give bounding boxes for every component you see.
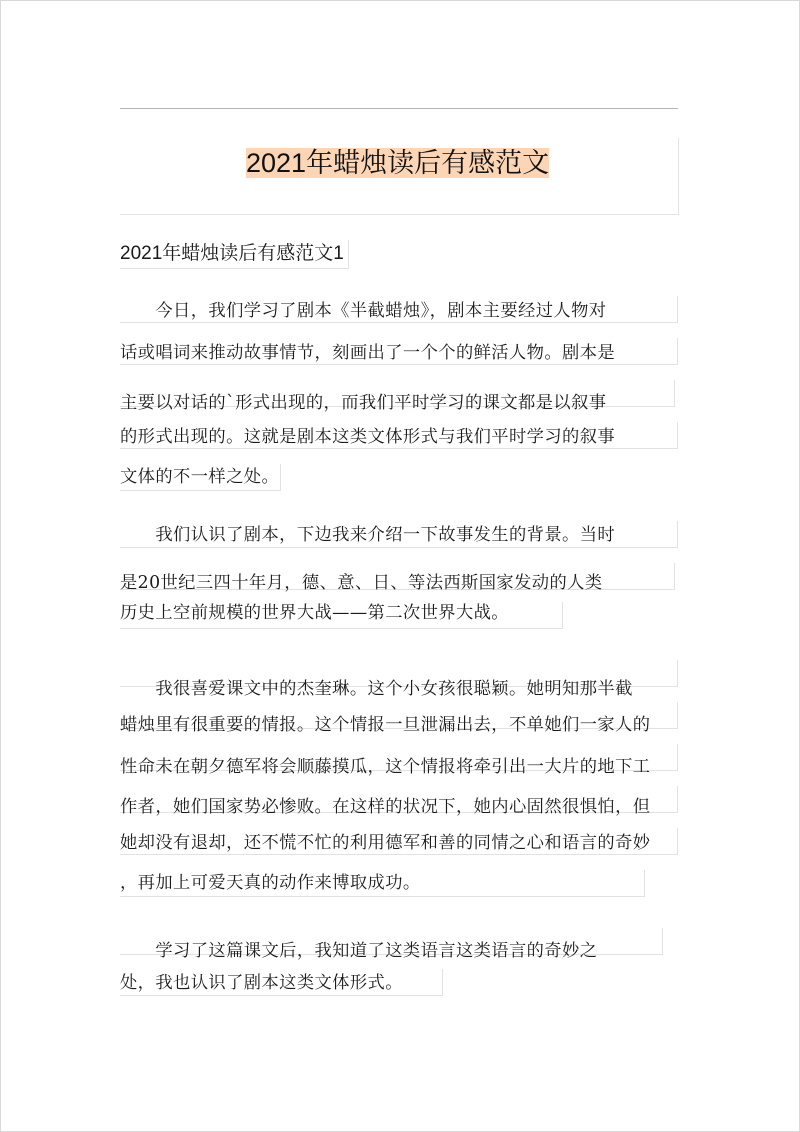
body-line: 今日，我们学习了剧本《半截蜡烛》，剧本主要经过人物对 xyxy=(120,301,607,321)
document-title xyxy=(244,144,551,182)
body-line: 她却没有退却，还不慌不忙的利用德军和善的同情之心和语言的奇妙 xyxy=(120,833,651,853)
body-line: 是20世纪三四十年月，德、意、日、等法西斯国家发动的人类 xyxy=(120,573,603,593)
body-line: 我们认识了剧本，下边我来介绍一下故事发生的背景。当时 xyxy=(120,525,616,545)
body-line: 的形式出现的。这就是剧本这类文体形式与我们平时学习的叙事 xyxy=(120,427,616,447)
body-line: 文体的不一样之处。 xyxy=(120,467,280,487)
title-text: 2021年蜡烛读后有感范文 xyxy=(246,148,550,178)
body-line: 学习了这篇课文后，我知道了这类语言这类语言的奇妙之 xyxy=(120,941,598,961)
body-line: 处，我也认识了剧本这类文体形式。 xyxy=(120,973,403,993)
body-line: 作者，她们国家势必惨败。在这样的状况下，她内心固然很惧怕，但 xyxy=(120,797,651,817)
header-rule xyxy=(120,108,678,109)
body-line: 主要以对话的`形式出现的，而我们平时学习的课文都是以叙事 xyxy=(120,393,607,413)
body-line: 历史上空前规模的世界大战——第二次世界大战。 xyxy=(120,603,509,623)
body-line: 性命未在朝夕德军将会顺藤摸瓜，这个情报将牵引出一大片的地下工 xyxy=(120,757,651,777)
body-line: ，再加上可爱天真的动作来博取成功。 xyxy=(120,873,421,893)
section-heading: 2021年蜡烛读后有感范文1 xyxy=(120,240,349,269)
body-line: 我很喜爱课文中的杰奎琳。这个小女孩很聪颖。她明知那半截 xyxy=(120,679,633,699)
body-line: 话或唱词来推动故事情节，刻画出了一个个的鲜活人物。剧本是 xyxy=(120,343,616,363)
body-line: 蜡烛里有很重要的情报。这个情报一旦泄漏出去，不单她们一家人的 xyxy=(120,715,651,735)
